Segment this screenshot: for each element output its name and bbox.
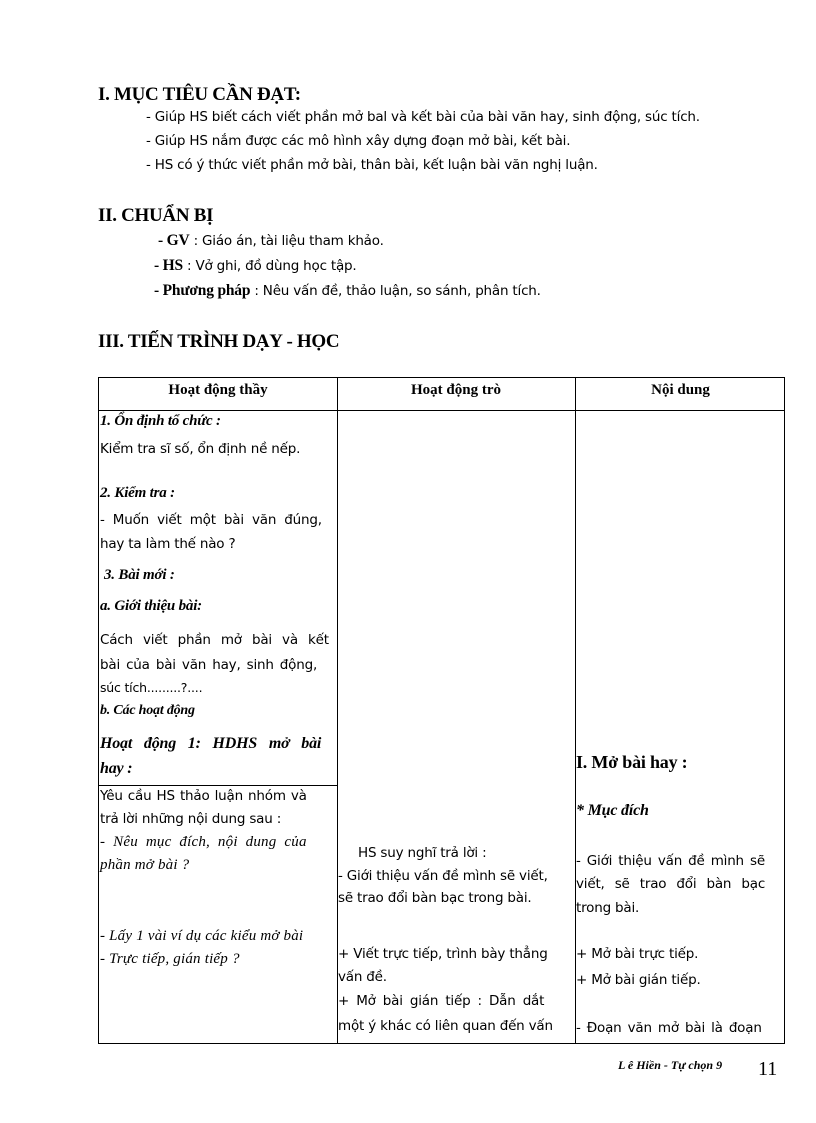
student-line-1: HS suy nghĩ trả lời : — [358, 845, 487, 861]
objective-line-3: - HS có ý thức viết phần mở bài, thân bài, kết luận bài văn nghị luận. — [146, 157, 598, 173]
content-purpose: * Mục đích — [576, 802, 649, 819]
question-1-line-2: phần mở bài ? — [100, 857, 190, 873]
header-divider — [99, 410, 784, 411]
prep-method-text: : Nêu vấn đề, thảo luận, so sánh, phân tích. — [250, 283, 541, 299]
intro-line-1: Cách viết phần mở bài và kết — [100, 632, 329, 648]
check-title: 2. Kiểm tra : — [100, 485, 175, 501]
intro-title: a. Giới thiệu bài: — [100, 598, 202, 614]
student-line-4: + Viết trực tiếp, trình bày thẳng — [338, 946, 548, 962]
column-1-divider — [99, 785, 337, 786]
column-divider-2 — [575, 378, 576, 1043]
header-student-activity: Hoạt động trò — [411, 382, 501, 398]
request-line-1: Yêu cầu HS thảo luận nhóm và — [100, 788, 307, 804]
prep-hs-line — [154, 257, 357, 275]
lesson-table — [98, 377, 785, 1044]
prep-method-line — [154, 282, 541, 300]
page-number: 11 — [758, 1058, 778, 1080]
content-line-4: + Mở bài trực tiếp. — [576, 946, 699, 962]
content-title: I. Mở bài hay : — [576, 752, 688, 772]
objective-line-1: - Giúp HS biết cách viết phần mở bal và kết bài của bài văn hay, sinh động, súc tích. — [146, 109, 700, 125]
question-2-line-2: - Trực tiếp, gián tiếp ? — [100, 951, 240, 967]
student-line-6: + Mở bài gián tiếp : Dẫn dắt — [338, 993, 545, 1009]
objective-line-2: - Giúp HS nắm được các mô hình xây dựng đoạn mở bài, kết bài. — [146, 133, 571, 149]
student-line-2: - Giới thiệu vấn đề mình sẽ viết, — [338, 868, 548, 884]
activity-1-line-1: Hoạt động 1: HDHS mở bài — [100, 735, 322, 752]
stabilize-text: Kiểm tra sĩ số, ổn định nề nếp. — [100, 441, 301, 457]
question-1-line-1: - Nêu mục đích, nội dung của — [100, 834, 307, 850]
section-3-heading: III. TIẾN TRÌNH DẠY - HỌC — [98, 331, 340, 352]
check-line-1: - Muốn viết một bài văn đúng, — [100, 512, 322, 528]
prep-hs-label: - HS — [154, 257, 183, 274]
prep-gv-label: - GV — [158, 232, 190, 249]
intro-line-3: súc tích.........?.... — [100, 680, 203, 695]
check-line-2: hay ta làm thế nào ? — [100, 536, 236, 552]
activity-1-line-2: hay : — [100, 760, 133, 777]
section-1-heading: I. MỤC TIÊU CẦN ĐẠT: — [98, 84, 301, 105]
stabilize-title: 1. Ổn định tổ chức : — [100, 413, 221, 429]
student-line-3: sẽ trao đổi bàn bạc trong bài. — [338, 890, 532, 906]
footer-author: L ê Hiền - Tự chọn 9 — [618, 1058, 723, 1072]
column-divider-1 — [337, 378, 338, 1043]
activities-title: b. Các hoạt động — [100, 703, 195, 718]
content-line-1: - Giới thiệu vấn đề mình sẽ — [576, 853, 765, 869]
student-line-7: một ý khác có liên quan đến vấn — [338, 1018, 553, 1034]
prep-hs-text: : Vở ghi, đồ dùng học tập. — [182, 258, 357, 274]
header-content: Nội dung — [651, 382, 710, 398]
intro-line-2: bài của bài văn hay, sinh động, — [100, 657, 318, 673]
header-teacher-activity: Hoạt động thầy — [168, 382, 268, 398]
question-2-line-1: - Lấy 1 vài ví dụ các kiểu mở bài — [100, 928, 304, 944]
new-lesson-title: 3. Bài mới : — [104, 567, 175, 583]
content-line-3: trong bài. — [576, 900, 640, 916]
student-line-5: vấn đề. — [338, 969, 387, 985]
content-line-2: viết, sẽ trao đổi bàn bạc — [576, 876, 766, 892]
section-2-heading: II. CHUẨN BỊ — [98, 205, 214, 226]
prep-gv-text: : Giáo án, tài liệu tham khảo. — [189, 233, 384, 249]
prep-gv-line — [158, 232, 384, 250]
content-line-6: - Đoạn văn mở bài là đoạn — [576, 1020, 762, 1036]
content-line-5: + Mở bài gián tiếp. — [576, 972, 701, 988]
prep-method-label: - Phương pháp — [154, 282, 251, 299]
request-line-2: trả lời những nội dung sau : — [100, 811, 282, 827]
